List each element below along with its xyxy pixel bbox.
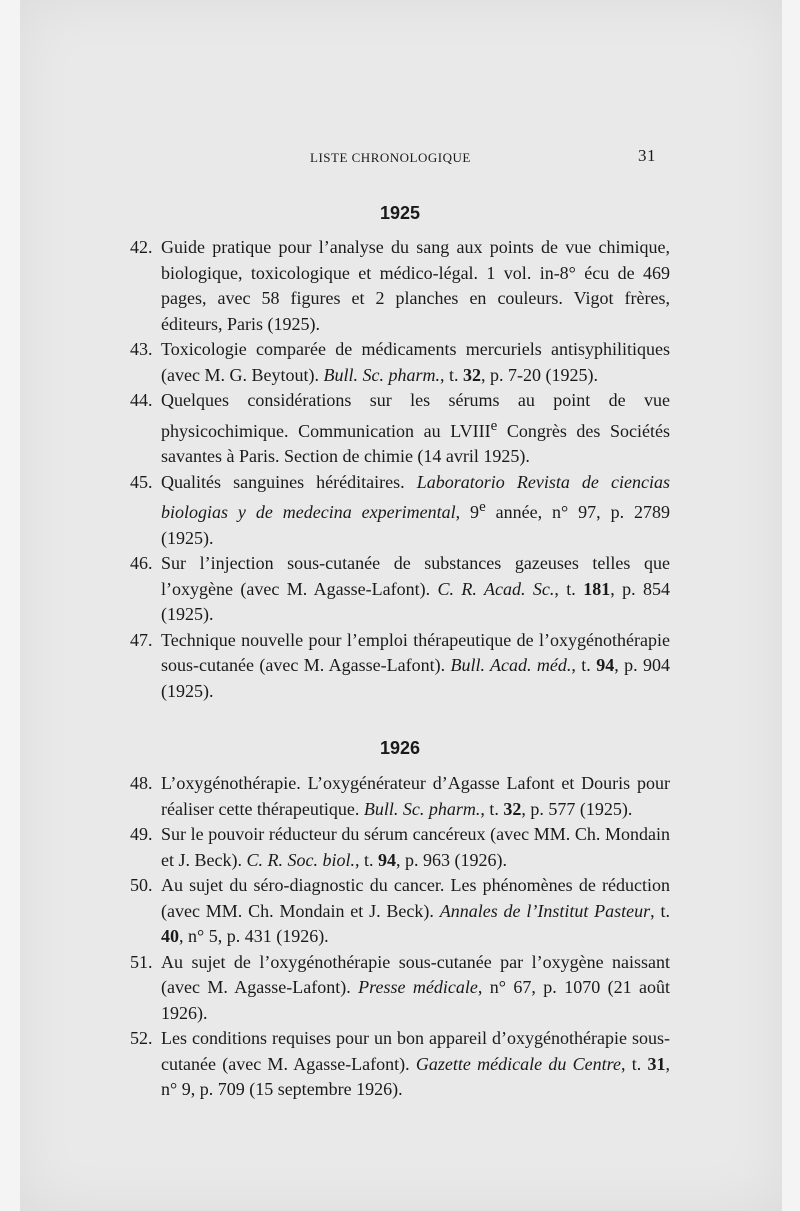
bibliography-entry (130, 822, 670, 873)
year-heading-1926: 1926 (379, 738, 421, 758)
entry-text: Toxicologie comparée de médicaments mercuriels antisyphilitiques (avec M. G. Beytout). Bull. Sc. pharm., t. 32, p. 7-20 (1925). (161, 339, 670, 385)
page-number: 31 (638, 146, 656, 165)
bibliography-entry (130, 235, 670, 337)
entry-number: 50. (130, 875, 153, 895)
bibliography-entry (130, 950, 670, 1027)
entry-number: 52. (130, 1028, 153, 1048)
entry-number: 49. (130, 824, 153, 844)
entry-number: 45. (130, 471, 153, 492)
entry-text: L’oxygénothérapie. L’oxygénérateur d’Agasse Lafont et Douris pour réaliser cette thérapeutique. Bull. Sc. pharm., t. 32, p. 577 (1925). (161, 773, 670, 819)
entry-text: Sur le pouvoir réducteur du sérum cancéreux (avec MM. Ch. Mondain et J. Beck). C. R. Soc. biol., t. 94, p. 963 (1926). (161, 824, 670, 870)
entry-list-1926 (130, 771, 670, 1103)
running-title: LISTE CHRONOLOGIQUE (310, 150, 471, 165)
entry-number: 47. (130, 629, 153, 650)
bibliography-entry (130, 1026, 670, 1103)
bibliography-entry (130, 388, 670, 470)
bibliography-entry (130, 628, 670, 705)
entry-text: Qualités sanguines héréditaires. Laboratorio Revista de ciencias biologias y de medecina experimental, 9e année, n° 97, p. 2789 (1925). (161, 471, 671, 548)
bibliography-entry (130, 551, 670, 628)
entry-list-1925 (130, 235, 670, 704)
entry-text: Guide pratique pour l’analyse du sang aux points de vue chimique, biologique, toxicologique et médico-légal. 1 vol. in-8° écu de 469 pages, avec 58 figures et 2 planches en couleurs. Vigot frères, éditeurs, Paris (1925). (161, 237, 670, 334)
entry-text: Les conditions requises pour un bon appareil d’oxygénothérapie sous-cutanée (avec M. Agasse-Lafont). Gazette médicale du Centre, t. 31, n° 9, p. 709 (15 septembre 1926). (161, 1028, 670, 1099)
bibliography-entry (130, 873, 670, 950)
entry-number: 43. (130, 339, 153, 359)
entry-number: 48. (130, 773, 153, 793)
year-heading-1925: 1925 (379, 203, 421, 223)
bibliography-entry (130, 337, 670, 388)
entry-number: 44. (130, 390, 153, 410)
entry-text: Quelques considérations sur les sérums au point de vue physicochimique. Communication au LVIIIe Congrès des Sociétés savantes à Paris. Section de chimie (14 avril 1925). (161, 390, 670, 466)
bibliography-entry (130, 771, 670, 822)
entry-text: Au sujet de l’oxygénothérapie sous-cutanée par l’oxygène naissant (avec M. Agasse-Lafont). Presse médicale, n° 67, p. 1070 (21 août 1926). (161, 951, 670, 1023)
entry-number: 42. (130, 237, 153, 257)
bibliography-entry (130, 470, 670, 552)
entry-text: Technique nouvelle pour l’emploi thérapeutique de l’oxygénothérapie sous-cutanée (avec M. Agasse-Lafont). Bull. Acad. méd., t. 94, p. 904 (1925). (161, 629, 670, 701)
entry-number: 51. (130, 951, 153, 972)
entry-number: 46. (130, 553, 153, 573)
entry-text: Sur l’injection sous-cutanée de substances gazeuses telles que l’oxygène (avec M. Agasse-Lafont). C. R. Acad. Sc., t. 181, p. 854 (1925). (161, 553, 670, 624)
entry-text: Au sujet du séro-diagnostic du cancer. Les phénomènes de réduction (avec MM. Ch. Mondain et J. Beck). Annales de l’Institut Pasteur, t. 40, n° 5, p. 431 (1926). (161, 875, 670, 946)
